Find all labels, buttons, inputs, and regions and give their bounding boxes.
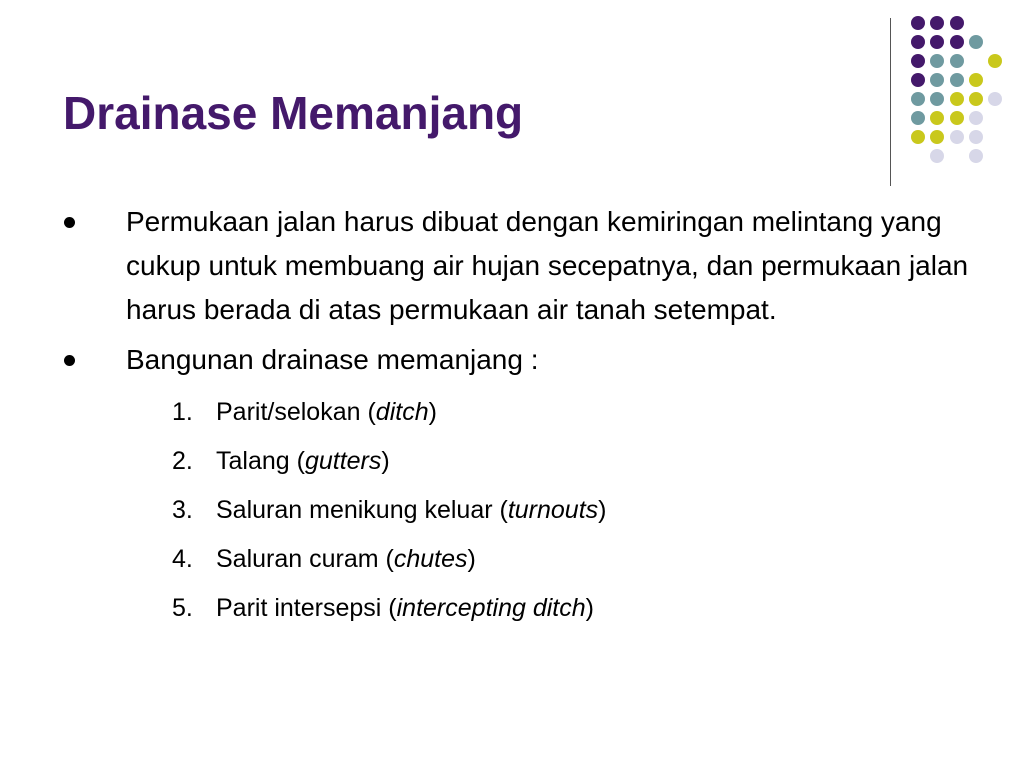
item-term: ditch xyxy=(375,398,429,426)
item-text: Saluran curam ( xyxy=(216,545,394,573)
item-close: ) xyxy=(598,496,607,524)
item-close: ) xyxy=(381,447,390,475)
item-number: 3. xyxy=(172,496,193,524)
dot-teal xyxy=(969,35,983,49)
title-divider-line xyxy=(890,18,891,186)
numbered-item xyxy=(172,535,1000,584)
dot-teal xyxy=(930,73,944,87)
item-term: intercepting ditch xyxy=(396,594,586,622)
dot-purple xyxy=(911,54,925,68)
item-close: ) xyxy=(467,545,476,573)
dot-lavender xyxy=(988,92,1002,106)
dot-yellow xyxy=(911,130,925,144)
item-term: turnouts xyxy=(507,496,599,524)
dot-teal xyxy=(950,54,964,68)
dot-lavender xyxy=(930,149,944,163)
dot-purple xyxy=(930,16,944,30)
item-text: Parit/selokan ( xyxy=(216,398,376,426)
dot-teal xyxy=(930,54,944,68)
dot-purple xyxy=(950,16,964,30)
bullet-dot-icon xyxy=(64,217,75,228)
dot-purple xyxy=(950,35,964,49)
item-term: gutters xyxy=(304,447,382,475)
item-text: Saluran menikung keluar ( xyxy=(216,496,508,524)
dot-yellow xyxy=(950,92,964,106)
numbered-item xyxy=(172,437,1000,486)
bullet-text: Bangunan drainase memanjang : xyxy=(126,344,539,375)
dot-yellow xyxy=(988,54,1002,68)
dot-yellow xyxy=(930,111,944,125)
item-close: ) xyxy=(428,398,437,426)
dot-purple xyxy=(911,16,925,30)
dot-lavender xyxy=(969,130,983,144)
item-number: 5. xyxy=(172,594,193,622)
dot-lavender xyxy=(969,111,983,125)
numbered-sublist xyxy=(0,388,1000,633)
item-number: 4. xyxy=(172,545,193,573)
dot-yellow xyxy=(950,111,964,125)
bullet-item xyxy=(126,338,976,382)
numbered-item xyxy=(172,388,1000,437)
dot-yellow xyxy=(969,73,983,87)
item-number: 2. xyxy=(172,447,193,475)
dot-teal xyxy=(950,73,964,87)
dot-teal xyxy=(911,92,925,106)
bullet-dot-icon xyxy=(64,355,75,366)
item-text: Talang ( xyxy=(216,447,305,475)
numbered-item xyxy=(172,584,1000,633)
dot-yellow xyxy=(969,92,983,106)
dot-lavender xyxy=(950,130,964,144)
dot-purple xyxy=(911,35,925,49)
dot-lavender xyxy=(969,149,983,163)
bullet-text: Permukaan jalan harus dibuat dengan kemiringan melintang yang cukup untuk membuang air hujan secepatnya, dan permukaan jalan harus berada di atas permukaan air tanah setempat. xyxy=(126,206,969,325)
dot-yellow xyxy=(930,130,944,144)
dot-teal xyxy=(930,92,944,106)
item-term: chutes xyxy=(393,545,468,573)
dot-purple xyxy=(930,35,944,49)
item-text: Parit intersepsi ( xyxy=(216,594,397,622)
numbered-item xyxy=(172,486,1000,535)
slide-title: Drainase Memanjang xyxy=(63,87,524,139)
item-close: ) xyxy=(585,594,594,622)
bullet-list xyxy=(0,200,1000,633)
item-number: 1. xyxy=(172,398,193,426)
dot-purple xyxy=(911,73,925,87)
dot-teal xyxy=(911,111,925,125)
bullet-item xyxy=(126,200,976,332)
